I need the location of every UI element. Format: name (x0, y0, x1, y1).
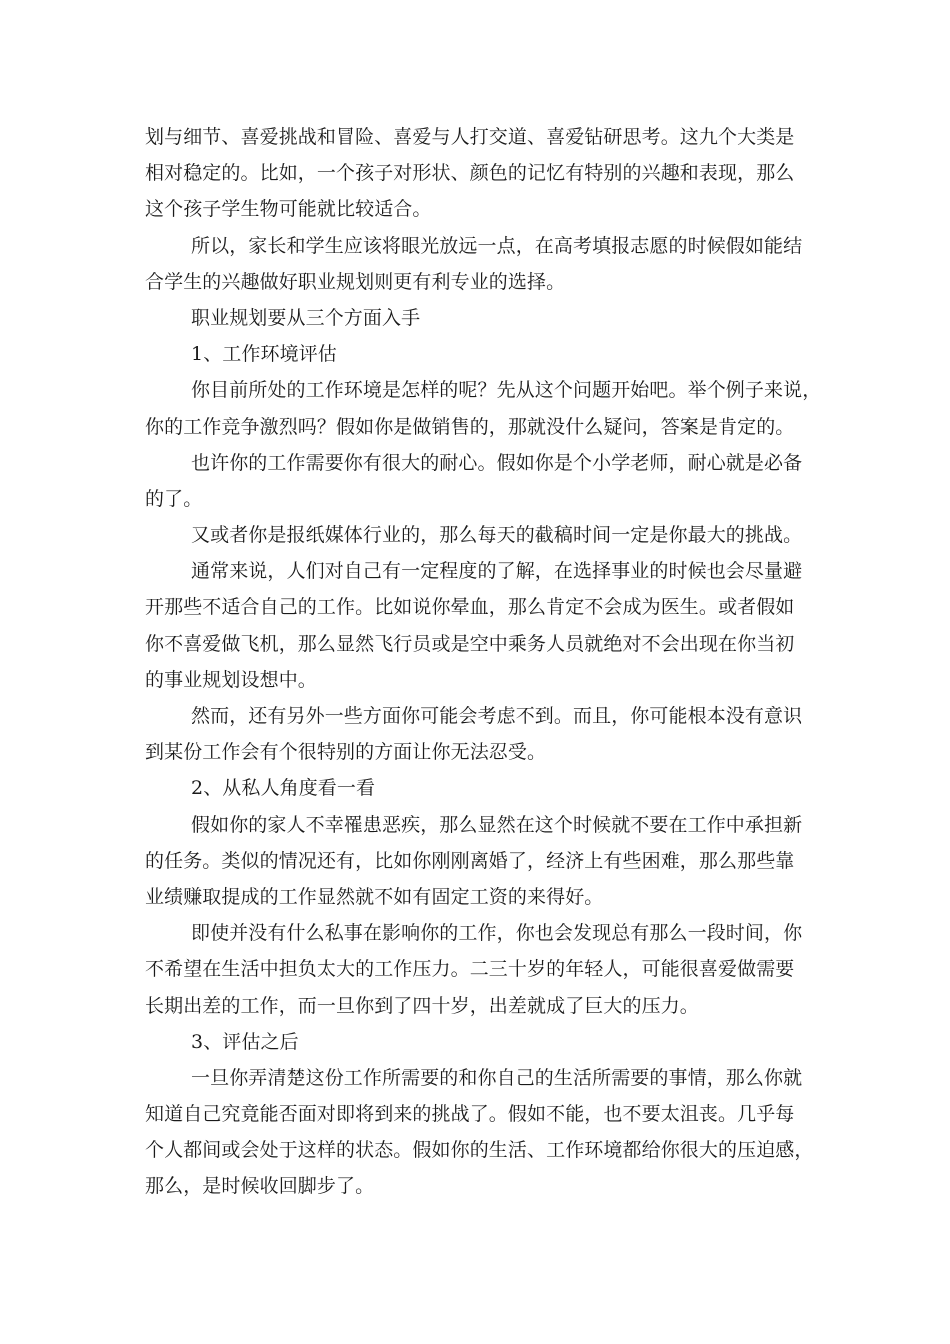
text-line: 职业规划要从三个方面入手 (191, 306, 421, 329)
text-line: 个人都间或会处于这样的状态。假如你的生活、工作环境都给你很大的压迫感， (145, 1139, 814, 1162)
text-line: 那么，是时候收回脚步了。 (145, 1175, 375, 1198)
text-line: 所以，家长和学生应该将眼光放远一点，在高考填报志愿的时候假如能结 (191, 234, 803, 257)
text-line: 3、评估之后 (191, 1030, 299, 1053)
text-line: 的事业规划设想中。 (145, 668, 317, 691)
text-line: 业绩赚取提成的工作显然就不如有固定工资的来得好。 (145, 885, 604, 908)
text-line: 的任务。类似的情况还有，比如你刚刚离婚了，经济上有些困难，那么那些靠 (145, 849, 795, 872)
text-line: 通常来说，人们对自己有一定程度的了解，在选择事业的时候也会尽量避 (191, 560, 803, 583)
text-line: 假如你的家人不幸罹患恶疾，那么显然在这个时候就不要在工作中承担新 (191, 813, 803, 836)
text-line: 长期出差的工作，而一旦你到了四十岁，出差就成了巨大的压力。 (145, 994, 699, 1017)
text-line: 你的工作竞争激烈吗？假如你是做销售的，那就没什么疑问，答案是肯定的。 (145, 415, 795, 438)
text-line: 你目前所处的工作环境是怎样的呢？先从这个问题开始吧。举个例子来说， (191, 379, 822, 402)
text-line: 也许你的工作需要你有很大的耐心。假如你是个小学老师，耐心就是必备 (191, 451, 803, 474)
text-line: 你不喜爱做飞机，那么显然飞行员或是空中乘务人员就绝对不会出现在你当初 (145, 632, 795, 655)
text-line: 的了。 (145, 487, 203, 510)
text-line: 又或者你是报纸媒体行业的，那么每天的截稿时间一定是你最大的挑战。 (191, 524, 803, 547)
text-line: 合学生的兴趣做好职业规划则更有利专业的选择。 (145, 270, 566, 293)
text-line: 划与细节、喜爱挑战和冒险、喜爱与人打交道、喜爱钻研思考。这九个大类是 (145, 126, 795, 148)
text-line: 相对稳定的。比如，一个孩子对形状、颜色的记忆有特别的兴趣和表现，那么 (145, 162, 795, 185)
text-line: 开那些不适合自己的工作。比如说你晕血，那么肯定不会成为医生。或者假如 (145, 596, 795, 619)
text-line: 到某份工作会有个很特别的方面让你无法忍受。 (145, 741, 547, 764)
text-line: 一旦你弄清楚这份工作所需要的和你自己的生活所需要的事情，那么你就 (191, 1066, 803, 1089)
text-line: 这个孩子学生物可能就比较适合。 (145, 198, 432, 221)
document-body (145, 119, 825, 1205)
text-line: 不希望在生活中担负太大的工作压力。二三十岁的年轻人，可能很喜爱做需要 (145, 958, 795, 981)
text-line: 即使并没有什么私事在影响你的工作，你也会发现总有那么一段时间，你 (191, 922, 803, 945)
text-line: 2、从私人角度看一看 (191, 777, 376, 800)
text-line: 然而，还有另外一些方面你可能会考虑不到。而且，你可能根本没有意识 (191, 705, 803, 727)
text-line: 1、工作环境评估 (191, 343, 337, 366)
text-line: 知道自己究竟能否面对即将到来的挑战了。假如不能，也不要太沮丧。几乎每 (145, 1103, 795, 1126)
